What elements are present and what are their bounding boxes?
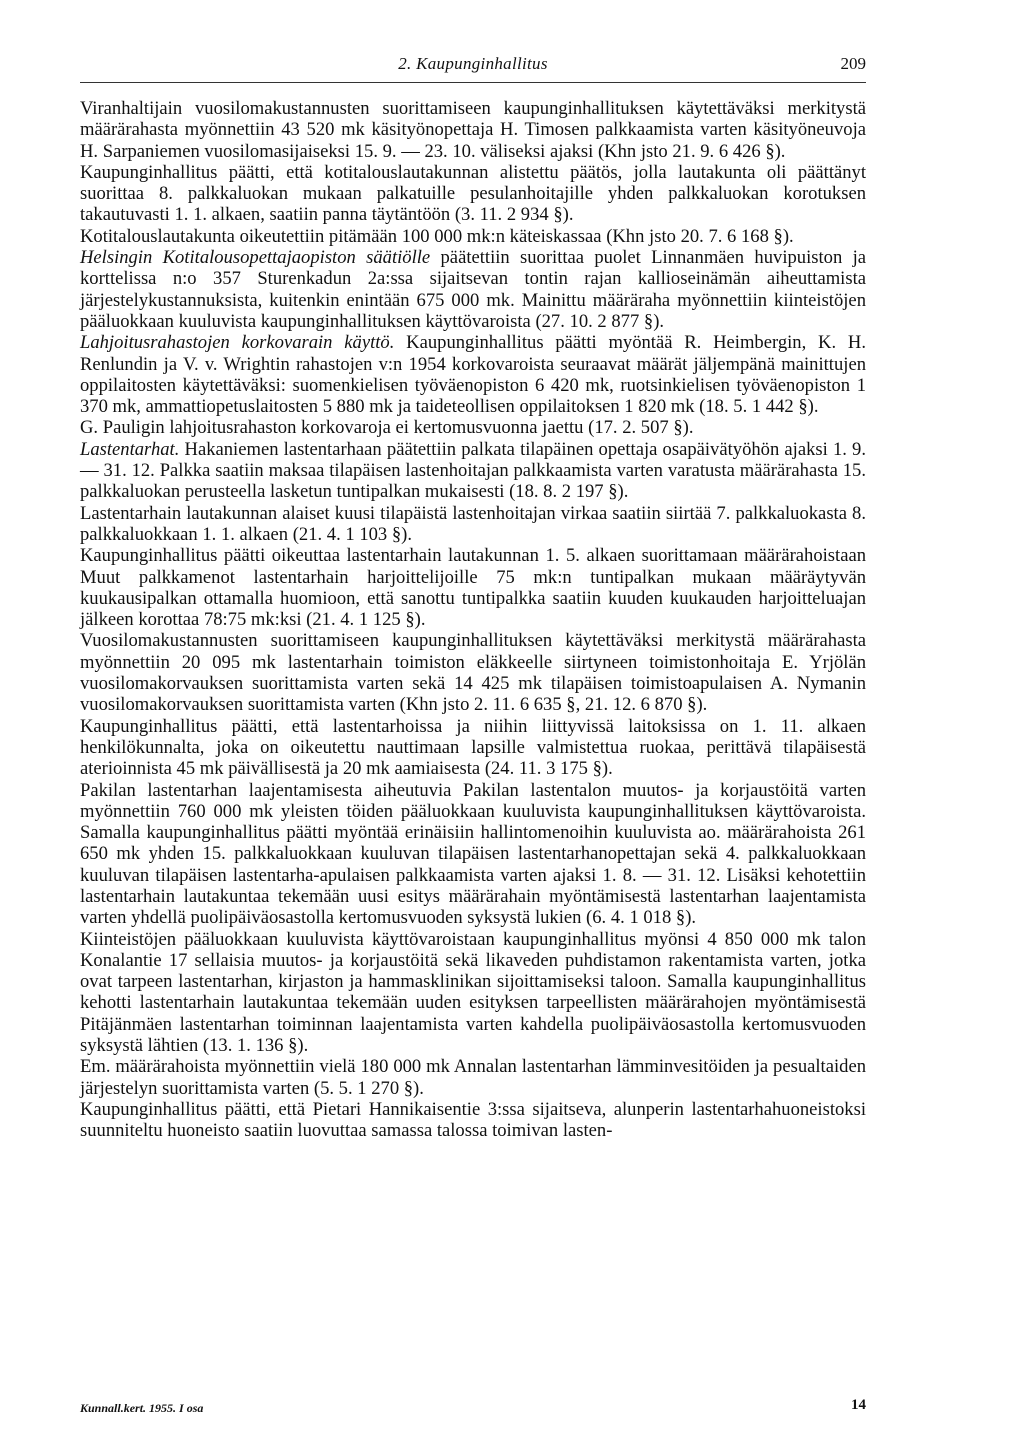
paragraph-text: Viranhaltijain vuosilomakustannusten suorittamiseen kaupunginhallituksen käytettäväksi merkitystä määrärahasta myönnettiin 43 520 mk käsityönopettaja H. Timosen palkkaamista varten käsityöneuvoja H. Sarpaniemen vuosilomasijaiseksi 15. 9. — 23. 10. väliseksi ajaksi (Khn jsto 21. 9. 6 426 §). [80, 98, 866, 162]
body-text [80, 98, 866, 1142]
paragraph-text: G. Pauligin lahjoitusrahaston korkovaroja ei kertomusvuonna jaettu (17. 2. 507 §). [80, 417, 694, 439]
paragraph-text: Kaupunginhallitus päätti oikeuttaa lastentarhain lautakunnan 1. 5. alkaen suorittamaan määrärahoistaan Muut palkkamenot lastentarhain harjoittelijoille 75 mk:n tuntipalkan mukaan määräytyvän kuukausipalkan ottamalla huomioon, että sanottu tuntipalkka saatiin kuuden kuukauden harjoitteluajan jälkeen korottaa 78:75 mk:ksi (21. 4. 1 125 §). [80, 545, 866, 631]
paragraph-text: Hakaniemen lastentarhaan päätettiin palkata tilapäinen opettaja osapäivätyöhön ajaksi 1. 9. — 31. 12. Palkka saatiin maksaa tilapäisen lastenhoitajan palkkaamista varten varatusta määrärahasta 15. palkkaluokan perusteella lasketun tuntipalkan mukaisesti (18. 8. 2 197 §). [80, 438, 866, 503]
running-title: 2. Kaupunginhallitus [398, 54, 548, 73]
paragraph-text: päätettiin suorittaa puolet Linnanmäen huvipuiston ja korttelissa n:o 357 Sturenkadun 2a:ssa sijaitsevan tontin rajan kallioseinämän aiheuttamista järjestelykustannuksista, kuitenkin enintään 675 000 mk. Mainittu määräraha myönnettiin kiinteistöjen pääluokkaan kuuluvista kaupunginhallituksen käyttövaroista (27. 10. 2 877 §). [80, 247, 866, 332]
paragraph [80, 1056, 866, 1099]
paragraph [80, 716, 866, 780]
paragraph-heading: Lahjoitusrahastojen korkovarain käyttö. [80, 332, 395, 354]
paragraph-text: Em. määrärahoista myönnettiin vielä 180 000 mk Annalan lastentarhan lämminvesitöiden ja pesualtaiden järjestelyn suorittamista varten (5. 5. 1 270 §). [80, 1056, 866, 1099]
paragraph [80, 439, 866, 503]
paragraph [80, 780, 866, 929]
paragraph [80, 226, 866, 247]
signature-number: 14 [851, 1397, 866, 1413]
paragraph-heading: Helsingin Kotitalousopettajaopiston säätiölle [80, 247, 431, 269]
paragraph [80, 98, 866, 162]
paragraph-text: Kiinteistöjen pääluokkaan kuuluvista käyttövaroistaan kaupunginhallitus myönsi 4 850 000 mk talon Konalantie 17 sellaisia muutos- ja korjaustöitä sekä likaveden puhdistamon rakentamista varten, jotka ovat tarpeen lastentarhan, kirjaston ja hammasklinikan sijoittamiseksi taloon. Samalla kaupunginhallitus kehotti lastentarhain lautakuntaa tekemään uuden esityksen tarpeellisten määrärahojen myöntämisestä Pitäjänmäen lastentarhan toiminnan laajentamista varten kahdella puolipäiväosastolla kertomusvuoden syksystä lähtien (13. 1. 136 §). [80, 928, 866, 1057]
page-number: 209 [840, 54, 866, 73]
paragraph-text: Kaupunginhallitus päätti, että kotitalouslautakunnan alistettu päätös, jolla lautakunta oli päättänyt suorittaa 8. palkkaluokan mukaan palkatuille pesulanhoitajille yhden palkkaluokan korotuksen takautuvasti 1. 1. alkaen, saatiin panna täytäntöön (3. 11. 2 934 §). [80, 161, 866, 226]
paragraph [80, 545, 866, 630]
paragraph-text: Kotitalouslautakunta oikeutettiin pitämään 100 000 mk:n käteiskassaa (Khn jsto 20. 7. 6 168 §). [80, 225, 794, 247]
paragraph-heading: Lastentarhat. [80, 438, 180, 460]
paragraph [80, 1099, 866, 1142]
paragraph [80, 630, 866, 715]
page-footer [80, 1397, 866, 1417]
paragraph-text: Kaupunginhallitus päätti myöntää R. Heimbergin, K. H. Renlundin ja V. v. Wrightin rahastojen v:n 1954 korkovaroista seuraavat määrät jäljempänä mainittujen oppilaitosten käytettäväksi: suomenkielisen työväenopiston 6 420 mk, ruotsinkielisen työväenopiston 1 370 mk, ammattiopetuslaitosten 5 880 mk ja taideteollisen oppilaitoksen 1 820 mk (18. 5. 1 442 §). [80, 332, 866, 418]
paragraph-text: Pakilan lastentarhan laajentamisesta aiheutuvia Pakilan lastentalon muutos- ja korjaustöitä varten myönnettiin 760 000 mk yleisten töiden pääluokkaan kuuluvista kaupunginhallituksen käyttövaroista. Samalla kaupunginhallitus päätti myöntää erinäisiin hallintomenoihin kuuluvista ao. määrärahoista 261 650 mk yhden 15. palkkaluokkaan kuuluvan tilapäisen lastentarhanopettajan sekä 4. palkkaluokkaan kuuluvan tilapäisen lastentarha-apulaisen palkkaamista varten ajaksi 1. 8. — 31. 12. Lisäksi kehotettiin lastentarhain lautakuntaa tekemään uusi esitys määrärahain myöntämisestä lastentarhan laajentamista varten yhdellä puolipäiväosastolla kertomusvuoden syksystä lukien (6. 4. 1 018 §). [80, 779, 866, 929]
paragraph [80, 417, 866, 438]
footer-source: Kunnall.kert. 1955. I osa [80, 1401, 204, 1415]
paragraph [80, 247, 866, 332]
paragraph-text: Vuosilomakustannusten suorittamiseen kaupunginhallituksen käytettäväksi merkitystä määrärahasta myönnettiin 20 095 mk lastentarhain toimiston eläkkeelle siirtyneen toimistonhoitaja E. Yrjölän vuosilomakorvauksen suorittamista varten sekä 14 425 mk tilapäisen toimistoapulaisen A. Nymanin vuosilomakorvauksen suorittamista varten (Khn jsto 2. 11. 6 635 §, 21. 12. 6 870 §). [80, 630, 866, 716]
paragraph [80, 929, 866, 1057]
paragraph [80, 503, 866, 546]
page-header [80, 52, 866, 83]
paragraph-text: Kaupunginhallitus päätti, että lastentarhoissa ja niihin liittyvissä laitoksissa on 1. 11. alkaen henkilökunnalta, joka on oikeutettu nauttimaan lapsille valmistettua ruokaa, perittävä tilapäisestä aterioinnista 45 mk päivällisestä ja 20 mk aamiaisesta (24. 11. 3 175 §). [80, 715, 866, 780]
paragraph [80, 332, 866, 417]
paragraph [80, 162, 866, 226]
paragraph-text: Lastentarhain lautakunnan alaiset kuusi tilapäistä lastenhoitajan virkaa saatiin siirtää 7. palkkaluokasta 8. palkkaluokkaan 1. 1. alkaen (21. 4. 1 103 §). [80, 502, 866, 545]
paragraph-text: Kaupunginhallitus päätti, että Pietari Hannikaisentie 3:ssa sijaitseva, alunperin lastentarhahuoneistoksi suunniteltu huoneisto saatiin luovuttaa samassa talossa toimivan lasten- [80, 1098, 866, 1142]
